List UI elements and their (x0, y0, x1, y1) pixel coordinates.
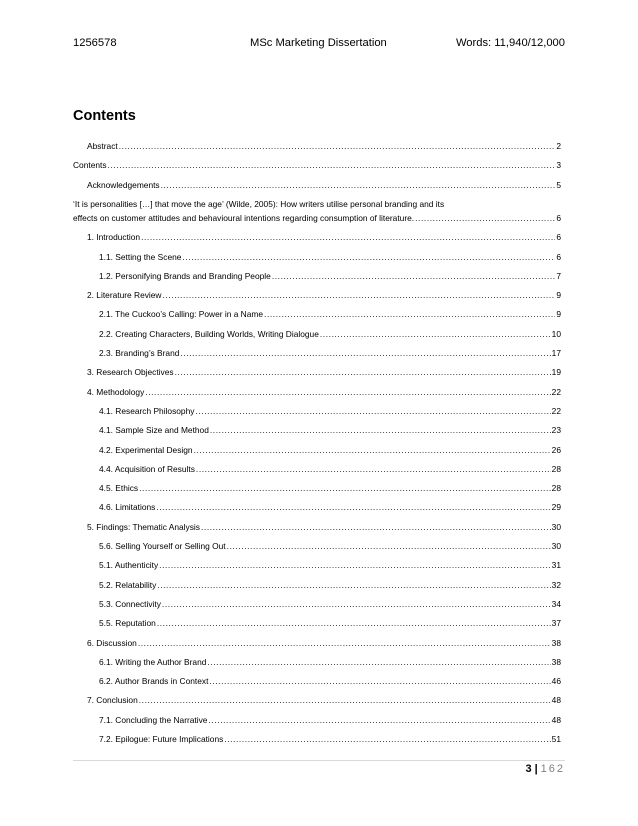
toc-entry[interactable] (87, 139, 561, 153)
toc-entry-label: 4.4. Acquisition of Results (99, 463, 195, 474)
toc-entry[interactable] (87, 230, 561, 244)
toc-leader-dots (157, 616, 551, 630)
page-header (73, 37, 565, 53)
toc-entry-label: ‘It is personalities […] that move the age’ (Wilde, 2005): How writers utilise personal branding and its (73, 198, 445, 209)
toc-entry-page-number: 37 (551, 618, 561, 629)
toc-entry-label: 5. Findings: Thematic Analysis (87, 521, 200, 532)
toc-entry[interactable] (87, 693, 561, 707)
toc-leader-dots (108, 158, 556, 172)
toc-leader-dots (157, 578, 550, 592)
footer-separator: | (534, 763, 538, 775)
toc-entry-label: 5.3. Connectivity (99, 598, 161, 609)
toc-entry[interactable] (99, 423, 561, 437)
toc-entry-page-number: 19 (551, 367, 561, 378)
toc-leader-dots (207, 655, 550, 669)
toc-entry-label: 1.1. Setting the Scene (99, 251, 182, 262)
toc-entry[interactable] (99, 269, 561, 283)
toc-entry-label: 4.5. Ethics (99, 483, 139, 494)
toc-entry[interactable] (73, 197, 561, 225)
toc-leader-dots (156, 500, 550, 514)
toc-leader-dots (195, 404, 550, 418)
toc-entry-label: 1. Introduction (87, 232, 141, 243)
toc-entry-label: 2.2. Creating Characters, Building Worlds, Writing Dialogue (99, 328, 319, 339)
toc-entry-page-number: 23 (551, 425, 561, 436)
toc-entry-page-number: 30 (551, 521, 561, 532)
toc-entry-label: 6.1. Writing the Author Brand (99, 656, 207, 667)
toc-leader-dots (227, 539, 551, 553)
toc-entry[interactable] (99, 346, 561, 360)
toc-entry-page-number: 22 (551, 405, 561, 416)
toc-entry[interactable] (99, 655, 561, 669)
toc-entry[interactable] (99, 500, 561, 514)
toc-entry-label: 7. Conclusion (87, 695, 138, 706)
toc-entry[interactable] (99, 481, 561, 495)
toc-entry-page-number: 26 (551, 444, 561, 455)
toc-entry[interactable] (99, 404, 561, 418)
toc-leader-dots (162, 288, 555, 302)
toc-entry-page-number: 9 (556, 290, 561, 301)
toc-entry-page-number: 6 (556, 251, 561, 262)
toc-entry[interactable] (87, 365, 561, 379)
toc-leader-dots (272, 269, 556, 283)
toc-leader-dots (209, 674, 550, 688)
toc-entry-label: 4.1. Sample Size and Method (99, 425, 209, 436)
page-title: Contents (73, 108, 136, 124)
toc-entry[interactable] (99, 713, 561, 727)
toc-entry-page-number: 38 (551, 637, 561, 648)
toc-leader-dots (139, 481, 551, 495)
toc-leader-dots (201, 520, 551, 534)
toc-entry[interactable] (99, 597, 561, 611)
footer-total-pages: 162 (540, 763, 565, 775)
toc-entry-page-number: 28 (551, 463, 561, 474)
toc-entry[interactable] (99, 558, 561, 572)
toc-entry[interactable] (99, 578, 561, 592)
toc-entry-page-number: 6 (556, 232, 561, 243)
toc-entry-page-number: 30 (551, 541, 561, 551)
toc-entry-label: 4.2. Experimental Design (99, 444, 193, 455)
toc-entry-label: 7.2. Epilogue: Future Implications (99, 734, 224, 744)
toc-entry-label: 2.1. The Cuckoo’s Calling: Power in a Name (99, 309, 264, 320)
toc-entry-page-number: 29 (551, 502, 561, 513)
toc-entry[interactable] (87, 288, 561, 302)
toc-entry-page-number: 22 (551, 386, 561, 397)
toc-leader-dots (194, 443, 551, 457)
toc-entry-page-number: 9 (556, 309, 561, 320)
footer-divider (73, 760, 565, 761)
toc-entry-label: 5.1. Authenticity (99, 560, 159, 571)
toc-entry-page-number: 46 (551, 676, 561, 687)
toc-entry-label: 6.2. Author Brands in Context (99, 676, 209, 687)
toc-entry[interactable] (87, 636, 561, 650)
toc-entry-label: 3. Research Objectives (87, 367, 174, 378)
toc-entry-label: 4.1. Research Philosophy (99, 405, 195, 416)
toc-entry[interactable] (87, 385, 561, 399)
toc-entry-label: 1.2. Personifying Brands and Branding People (99, 270, 271, 281)
toc-leader-dots (159, 558, 551, 572)
toc-leader-dots (224, 732, 550, 746)
header-word-count: Words: 11,940/12,000 (455, 37, 565, 49)
toc-entry-label: 5.6. Selling Yourself or Selling Out (99, 541, 226, 551)
toc-entry-label: 2. Literature Review (87, 290, 162, 301)
toc-entry-label: 2.3. Branding’s Brand (99, 348, 180, 358)
toc-leader-dots (145, 385, 550, 399)
toc-leader-dots (415, 211, 555, 225)
toc-entry-page-number: 6 (556, 212, 561, 223)
toc-entry-label: Abstract (87, 141, 118, 151)
toc-entry-page-number: 5 (556, 179, 561, 190)
toc-leader-dots (138, 636, 551, 650)
toc-leader-dots (161, 178, 556, 192)
toc-entry-page-number: 10 (551, 328, 561, 339)
toc-entry[interactable] (99, 250, 561, 264)
toc-entry-page-number: 7 (556, 270, 561, 281)
toc-entry[interactable] (99, 616, 561, 630)
toc-leader-dots (180, 346, 550, 360)
toc-entry-label: 6. Discussion (87, 637, 137, 648)
toc-entry[interactable] (87, 178, 561, 192)
toc-leader-dots (162, 597, 551, 611)
toc-leader-dots (264, 307, 555, 321)
toc-entry-label: 5.5. Reputation (99, 618, 156, 629)
toc-leader-dots (119, 139, 556, 153)
header-course-title: MSc Marketing Dissertation (250, 37, 387, 49)
toc-entry-label: 4.6. Limitations (99, 502, 156, 513)
toc-entry[interactable] (99, 674, 561, 688)
toc-leader-dots (182, 250, 555, 264)
toc-entry[interactable] (87, 520, 561, 534)
toc-leader-dots (320, 327, 551, 341)
toc-entry[interactable] (99, 443, 561, 457)
toc-entry[interactable] (99, 462, 561, 476)
toc-entry-page-number: 17 (551, 348, 561, 358)
toc-entry[interactable] (99, 539, 561, 553)
toc-entry-page-number: 38 (551, 656, 561, 667)
toc-entry-label: 4. Methodology (87, 386, 145, 397)
toc-entry-page-number: 48 (551, 695, 561, 706)
toc-entry-label-line2: effects on customer attitudes and behavioural intentions regarding consumption of literature. (73, 212, 415, 223)
toc-entry-page-number: 3 (556, 160, 561, 171)
toc-entry[interactable] (99, 327, 561, 341)
toc-entry-page-number: 51 (551, 734, 561, 744)
toc-entry-page-number: 2 (556, 141, 561, 151)
footer-current-page: 3 (525, 763, 532, 775)
toc-entry-page-number: 34 (551, 598, 561, 609)
toc-entry-page-number: 32 (551, 579, 561, 590)
toc-entry-page-number: 48 (551, 714, 561, 725)
toc-leader-dots (175, 365, 551, 379)
toc-entry-label: 5.2. Relatability (99, 579, 157, 590)
toc-entry-label: 7.1. Concluding the Narrative (99, 714, 208, 725)
toc-leader-dots (139, 693, 551, 707)
toc-entry-page-number: 31 (551, 560, 561, 571)
toc-entry[interactable] (99, 732, 561, 746)
toc-entry-page-number: 28 (551, 483, 561, 494)
toc-leader-dots (141, 230, 555, 244)
toc-entry-label: Contents (73, 160, 107, 171)
toc-entry-label-continued (73, 211, 561, 225)
header-student-id: 1256578 (73, 37, 117, 49)
page-footer (525, 763, 565, 775)
toc-leader-dots (210, 423, 551, 437)
toc-entry[interactable] (99, 307, 561, 321)
toc-entry-label: Acknowledgements (87, 179, 160, 190)
toc-leader-dots (196, 462, 551, 476)
toc-entry[interactable] (73, 158, 561, 172)
toc-leader-dots (208, 713, 550, 727)
